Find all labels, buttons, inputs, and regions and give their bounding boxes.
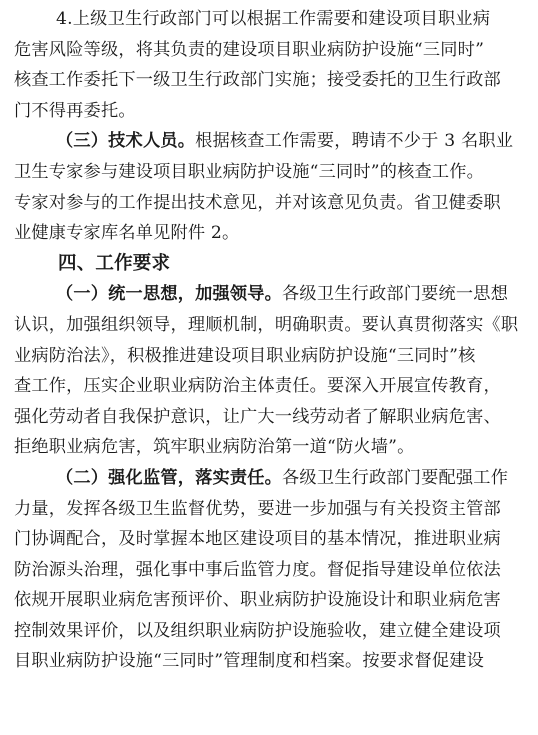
paragraph-line [14,126,530,157]
paragraph-line: 专家对参与的工作提出技术意见，并对该意见负责。省卫健委职 [14,192,501,213]
paragraph-text: 各级卫生行政部门要统一思想 [282,284,509,305]
paragraph-line: 防治源头治理，强化事中事后监管力度。督促指导建设单位依法 [14,559,501,580]
paragraph-line: 强化劳动者自我保护意识，让广大一线劳动者了解职业病危害、 [14,406,501,427]
paragraph-line: 认识，加强组织领导，理顺机制，明确职责。要认真贯彻落实《职 [14,314,519,335]
paragraph-line: 依规开展职业病危害预评价、职业病防护设施设计和职业病危害 [14,590,501,611]
paragraph-line: 业病防治法》，积极推进建设项目职业病防护设施“三同时”核 [14,345,476,366]
paragraph-line: 拒绝职业病危害，筑牢职业病防治第一道“防火墙”。 [14,437,415,458]
paragraph-line: 卫生专家参与建设项目职业病防护设施“三同时”的核查工作。 [14,161,485,182]
paragraph-line: 危害风险等级，将其负责的建设项目职业病防护设施“三同时” [14,39,485,60]
paragraph-text: 各级卫生行政部门要配强工作 [282,467,509,488]
section-lead: （三）技术人员。 [56,131,196,152]
paragraph-text: 根据核查工作需要，聘请不少于 3 名职业 [195,131,514,152]
paragraph-line: 核查工作委托下一级卫生行政部门实施；接受委托的卫生行政部 [14,70,501,91]
paragraph-line: 控制效果评价，以及组织职业病防护设施验收，建立健全建设项 [14,620,501,641]
paragraph-line: 门不得再委托。 [14,100,136,121]
paragraph-line: 目职业病防护设施“三同时”管理制度和档案。按要求督促建设 [14,651,485,672]
paragraph-line [14,463,530,494]
paragraph-line: 业健康专家库名单见附件 2。 [14,223,240,244]
section-lead: （一）统一思想，加强领导。 [56,284,283,305]
paragraph-line: 查工作，压实企业职业病防治主体责任。要深入开展宣传教育， [14,376,501,397]
paragraph-line [14,279,530,310]
section-heading: 四、工作要求 [58,252,171,274]
paragraph-line: 力量，发挥各级卫生监督优势，要进一步加强与有关投资主管部 [14,498,501,519]
paragraph-line: 门协调配合，及时掌握本地区建设项目的基本情况，推进职业病 [14,529,501,550]
section-lead: （二）强化监管，落实责任。 [56,467,283,488]
paragraph-line: 4.上级卫生行政部门可以根据工作需要和建设项目职业病 [56,9,491,29]
document-page [14,0,530,677]
